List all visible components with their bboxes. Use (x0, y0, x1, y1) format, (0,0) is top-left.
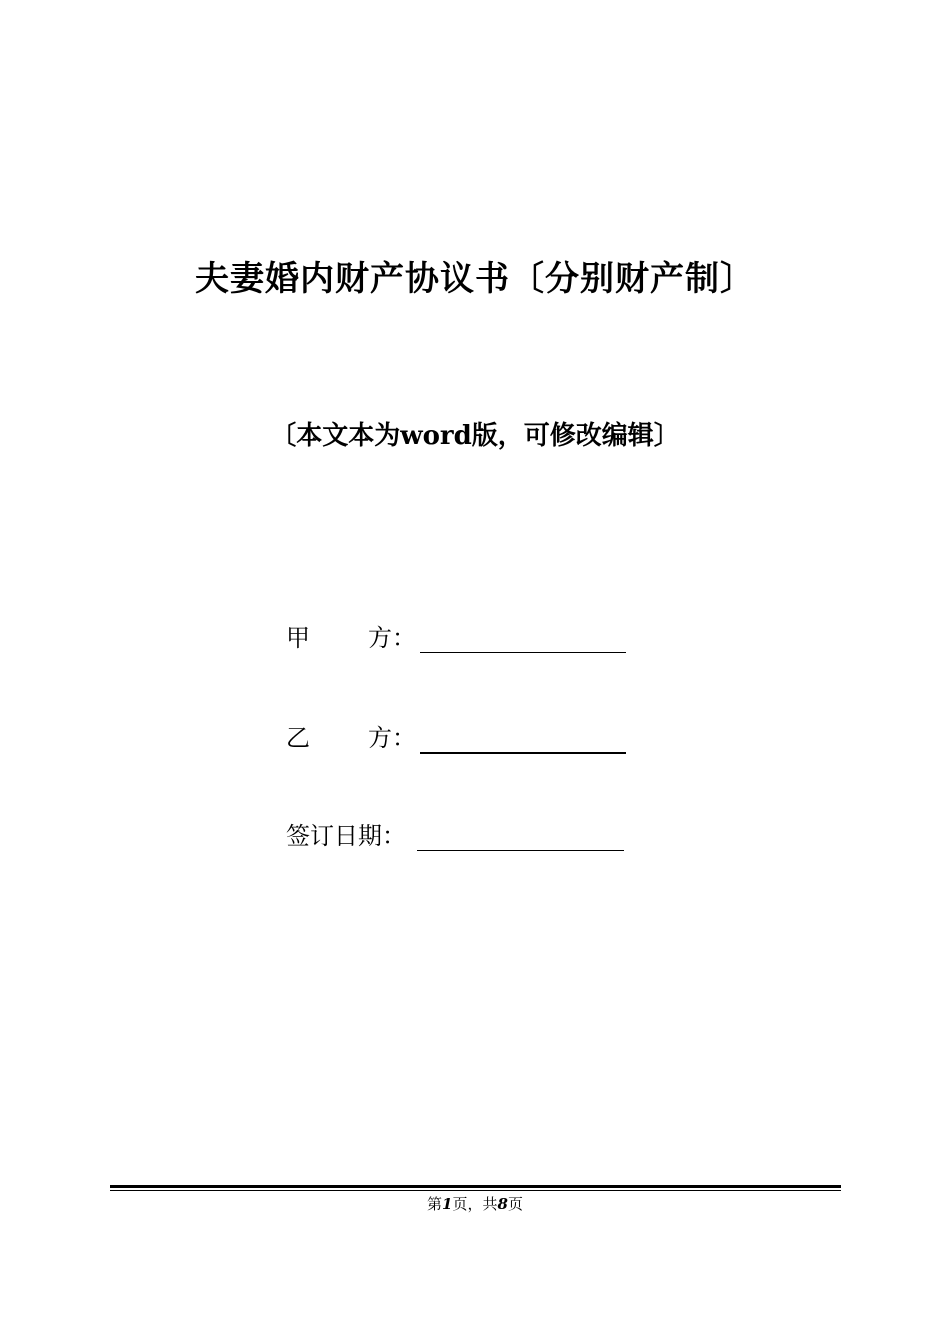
sign-date-label: 签订日期： (286, 822, 406, 850)
sign-date-blank-line[interactable] (417, 850, 624, 851)
party-a-label-right: 方： (368, 624, 416, 652)
footer-prefix: 第 (427, 1195, 443, 1213)
party-b-label (286, 718, 416, 758)
party-a-label (286, 618, 416, 658)
party-b-field (286, 718, 646, 758)
party-b-label-left: 乙 (286, 724, 310, 752)
footer-rule-thick (110, 1185, 841, 1188)
sign-date-field (286, 816, 646, 856)
party-a-blank-line[interactable] (420, 652, 626, 653)
party-b-blank-line[interactable] (420, 752, 626, 754)
footer-rule-thin (110, 1190, 841, 1191)
party-a-field (286, 618, 646, 658)
current-page-number: 1 (442, 1195, 453, 1213)
document-subtitle: 〔本文本为word版，可修改编辑〕 (270, 421, 680, 451)
total-page-number: 8 (497, 1195, 508, 1213)
footer-middle: 页，共 (452, 1195, 498, 1213)
document-title: 夫妻婚内财产协议书〔分别财产制〕 (195, 259, 755, 299)
party-a-label-left: 甲 (286, 624, 310, 652)
party-b-label-right: 方： (368, 724, 416, 752)
page-number-footer (0, 1194, 950, 1214)
footer-suffix: 页 (507, 1195, 523, 1213)
